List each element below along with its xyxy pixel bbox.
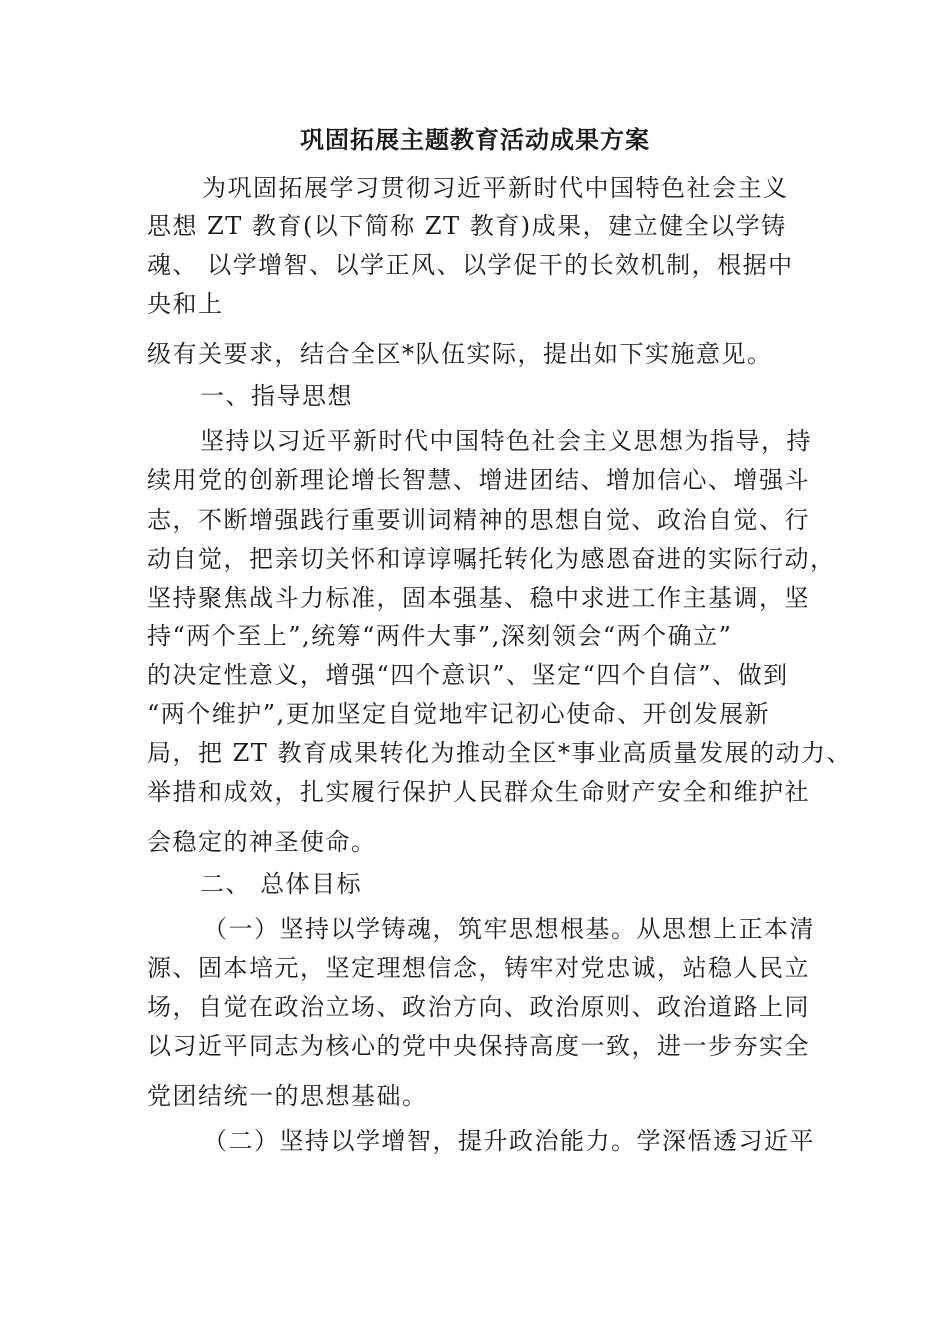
paragraph-line: （二）坚持以学增智，提升政治能力。学深悟透习近平 bbox=[203, 1127, 815, 1155]
paragraph-line: 场，自觉在政治立场、政治方向、政治原则、政治道路上同 bbox=[147, 993, 810, 1021]
paragraph-line: 志，不断增强践行重要训词精神的思想自觉、政治自觉、行 bbox=[147, 506, 810, 534]
paragraph-line: 举措和成效，扎实履行保护人民群众生命财产安全和维护社 bbox=[147, 778, 810, 806]
paragraph-line: 为巩固拓展学习贯彻习近平新时代中国特色社会主义 bbox=[202, 174, 789, 202]
section-heading: 一、指导思想 bbox=[200, 382, 353, 410]
paragraph-line: 以习近平同志为核心的党中央保持高度一致，进一步夯实全 bbox=[147, 1032, 810, 1060]
paragraph-line: 持“两个至上”,统筹“两件大事”,深刻领会“两个确立” bbox=[147, 622, 733, 650]
paragraph-line: 局，把 ZT 教育成果转化为推动全区*事业高质量发展的动力、 bbox=[147, 739, 852, 767]
paragraph-line: 源、固本培元，坚定理想信念，铸牢对党忠诚，站稳人民立 bbox=[147, 954, 810, 982]
section-heading: 二、 总体目标 bbox=[200, 870, 363, 898]
paragraph-line: 的决定性意义，增强“四个意识”、坚定“四个自信”、做到 bbox=[147, 661, 789, 689]
paragraph-line: 坚持以习近平新时代中国特色社会主义思想为指导，持 bbox=[200, 427, 812, 455]
paragraph-line: 央和上 bbox=[147, 290, 224, 318]
paragraph-line: 动自觉，把亲切关怀和谆谆嘱托转化为感恩奋进的实际行动， bbox=[147, 545, 836, 573]
paragraph-line: 续用党的创新理论增长智慧、增进团结、增加信心、增强斗 bbox=[147, 466, 810, 494]
paragraph-line: 党团结统一的思想基础。 bbox=[147, 1082, 428, 1110]
paragraph-line: 魂、 以学增智、以学正风、以学促干的长效机制，根据中 bbox=[147, 251, 794, 279]
paragraph-line: “两个维护”,更加坚定自觉地牢记初心使命、开创发展新 bbox=[147, 700, 771, 728]
paragraph-line: 会稳定的神圣使命。 bbox=[147, 828, 377, 856]
paragraph-line: 级有关要求，结合全区*队伍实际，提出如下实施意见。 bbox=[147, 340, 773, 368]
document-title: 巩固拓展主题教育活动成果方案 bbox=[300, 125, 650, 154]
paragraph-line: （一）坚持以学铸魂，筑牢思想根基。从思想上正本清 bbox=[203, 915, 815, 943]
paragraph-line: 坚持聚焦战斗力标准，固本强基、稳中求进工作主基调，坚 bbox=[147, 584, 810, 612]
paragraph-line: 思想 ZT 教育(以下简称 ZT 教育)成果，建立健全以学铸 bbox=[147, 212, 787, 240]
